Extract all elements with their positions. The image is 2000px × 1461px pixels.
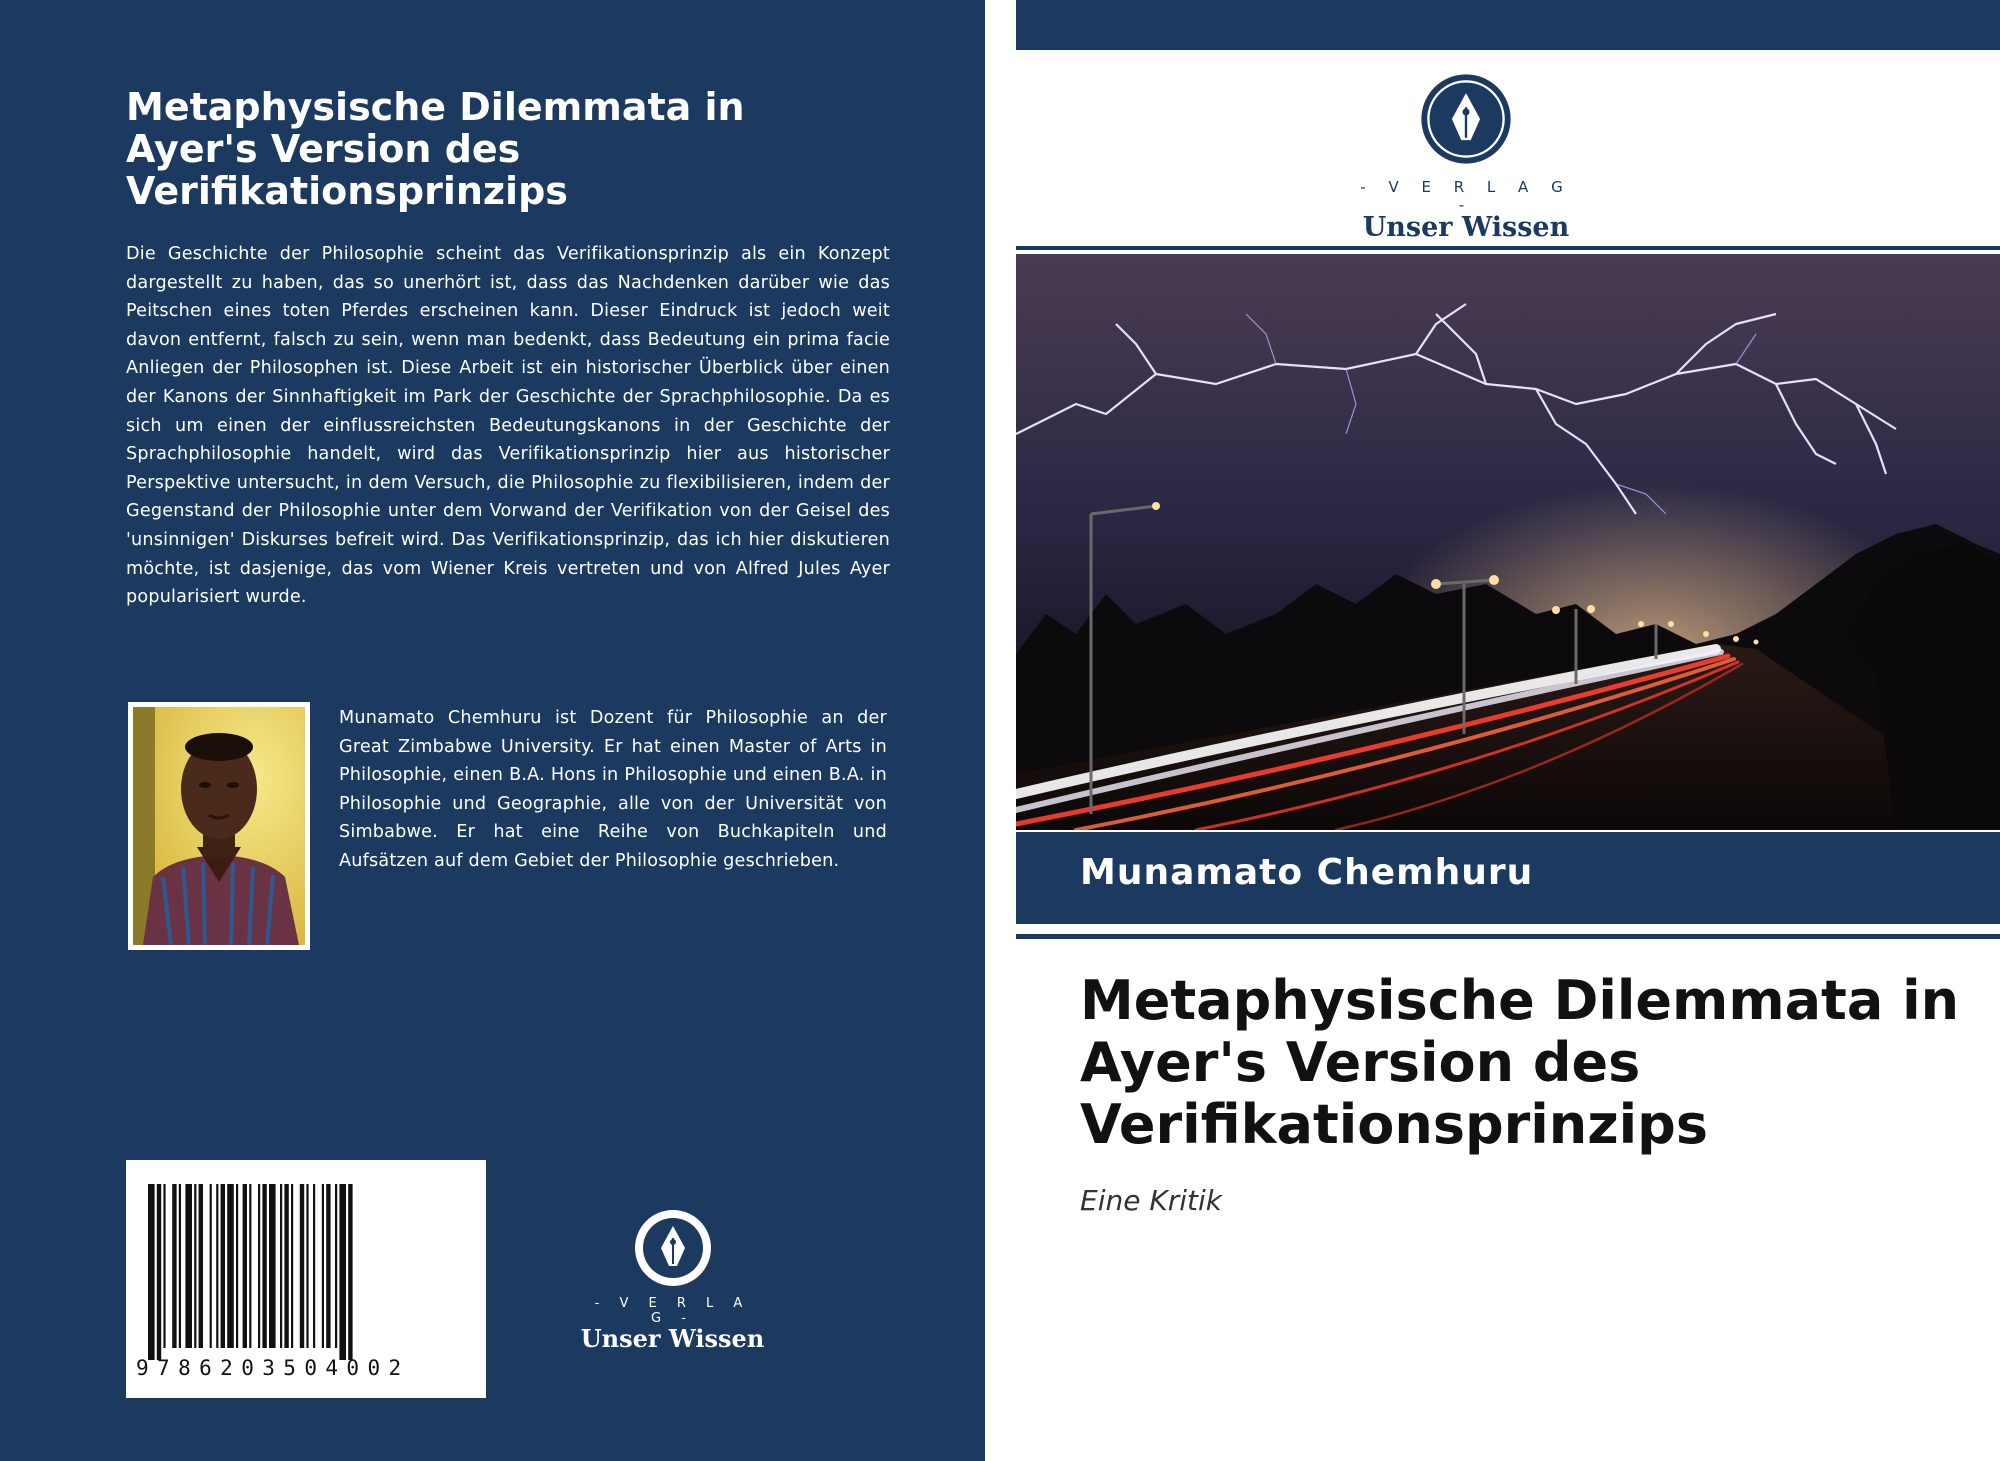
back-publisher-logo <box>580 1208 765 1353</box>
back-cover-title: Metaphysische Dilemmata in Ayer's Version des Verifikationsprinzips <box>126 85 745 213</box>
spine <box>985 0 1016 1461</box>
author-band-rule <box>1016 934 2000 939</box>
back-publisher-name: Unser Wissen <box>580 1324 765 1353</box>
cover-photo-lightning-highway <box>1016 254 2000 830</box>
front-cover-subtitle: Eine Kritik <box>1080 1184 1222 1217</box>
author-bio: Munamato Chemhuru ist Dozent für Philosophie an der Great Zimbabwe University. Er hat einen Master of Arts in Philosophie, einen B.A. Hons in Philosophie und einen B.A. in Philosophie und Geographie, alle von der Universität von Simbabwe. Er hat eine Reihe von Buchkapiteln und Aufsätzen auf dem Gebiet der Philosophie geschrieben. <box>339 708 887 871</box>
author-portrait-image <box>133 707 305 945</box>
front-top-bar <box>1016 0 2000 50</box>
barcode-bars <box>126 1160 486 1360</box>
fountain-pen-nib-icon <box>633 1208 713 1288</box>
front-publisher-verlag: - V E R L A G - <box>1360 178 1572 214</box>
front-publisher-name: Unser Wissen <box>1362 212 1570 243</box>
front-cover <box>1016 0 2000 1461</box>
isbn-barcode <box>126 1160 486 1398</box>
front-author-name: Munamato Chemhuru <box>1080 852 1534 893</box>
author-photo <box>128 702 310 950</box>
back-publisher-verlag: - V E R L A G - <box>594 1296 751 1326</box>
back-cover <box>0 0 985 1461</box>
author-band <box>1016 832 2000 924</box>
back-cover-blurb: Die Geschichte der Philosophie scheint das Verifikationsprinzip als ein Konzept dargestellt zu haben, das so unerhört ist, dass das Nachdenken darüber wie das Peitschen eines toten Pferdes erscheinen kann. Dieser Eindruck ist jedoch weit davon entfernt, falsch zu sein, wenn man bedenkt, dass Bedeutung ein prima facie Anliegen der Philosophen ist. Diese Arbeit ist ein historischer Überblick über einen der Kanons der Sinnhaftigkeit im Park der Geschichte der Sprachphilosophie. Da es sich um einen der einflussreichsten Bedeutungskanons in der Geschichte der Sprachphilosophie handelt, wird das Verifikationsprinzip hier aus historischer Perspektive untersucht, in dem Versuch, die Philosophie zu flexibilisieren, indem der Gegenstand der Philosophie unter dem Vorwand der Verifikation von der Geisel des 'unsinnigen' Diskurses befreit wird. Das Verifikationsprinzip, das ich hier diskutieren möchte, ist dasjenige, das vom Wiener Kreis vertreten und von Alfred Jules Ayer popularisiert wurde. <box>126 244 890 608</box>
isbn-digits: 9786203504002 <box>136 1356 410 1380</box>
photo-top-rule <box>1016 246 2000 250</box>
fountain-pen-nib-icon <box>1419 72 1513 166</box>
front-cover-title: Metaphysische Dilemmata in Ayer's Version des Verifikationsprinzips <box>1080 969 1960 1156</box>
front-publisher-logo <box>1356 72 1576 243</box>
